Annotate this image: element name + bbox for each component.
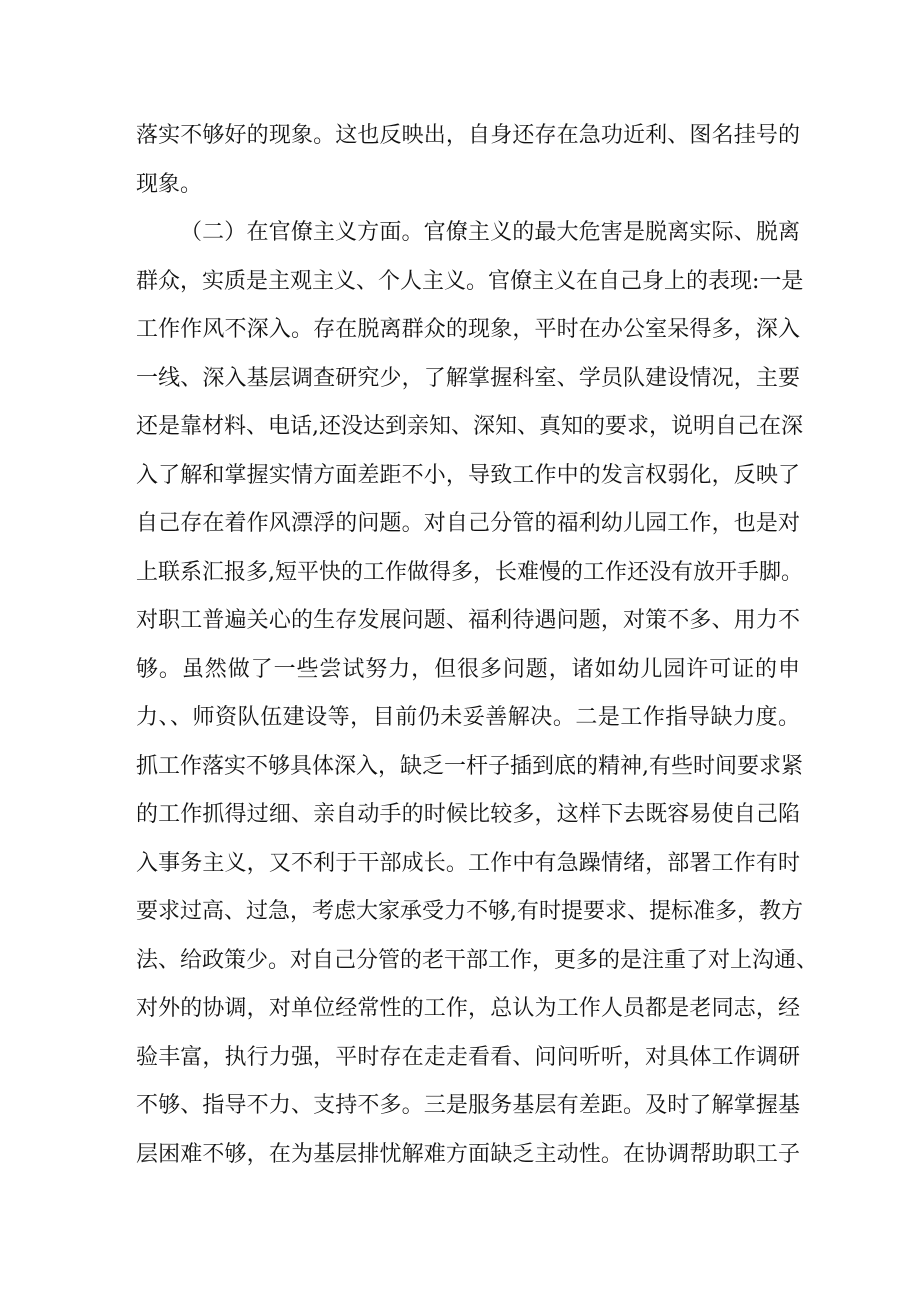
text-line: 层困难不够，在为基层排忧解难方面缺乏主动性。在协调帮助职工子 (136, 1141, 800, 1167)
text-line: 不够、指导不力、支持不多。三是服务基层有差距。及时了解掌握基 (136, 1093, 800, 1118)
text-line: 够。虽然做了一些尝试努力，但很多问题，诸如幼儿园许可证的申 (136, 656, 800, 682)
text-line: 入事务主义，又不利于干部成长。工作中有急躁情绪，部署工作有时 (136, 850, 800, 876)
text-line: 的工作抓得过细、亲自动手的时候比较多，这样下去既容易使自己陷 (136, 802, 800, 827)
text-line: 对外的协调，对单位经常性的工作，总认为工作人员都是老同志，经 (136, 996, 800, 1021)
text-line: 群众，实质是主观主义、个人主义。官僚主义在自己身上的表现:一是 (136, 268, 804, 294)
body-text (136, 112, 819, 1179)
text-line: 抓工作落实不够具体深入，缺乏一杆子插到底的精神,有些时间要求紧 (136, 753, 803, 779)
text-line: 入了解和掌握实情方面差距不小，导致工作中的发言权弱化，反映了 (136, 462, 800, 488)
text-line: 一线、深入基层调查研究少，了解掌握科室、学员队建设情况，主要 (136, 365, 800, 391)
text-line: 对职工普遍关心的生存发展问题、福利待遇问题，对策不多、用力不 (136, 608, 800, 633)
section-heading-line: （二）在官僚主义方面。官僚主义的最大危害是脱离实际、脱离 (180, 220, 800, 245)
text-line: 工作作风不深入。存在脱离群众的现象，平时在办公室呆得多，深入 (136, 317, 800, 342)
text-line: 落实不够好的现象。这也反映出，自身还存在急功近利、图名挂号的 (136, 123, 800, 148)
text-line: 还是靠材料、电话,还没达到亲知、深知、真知的要求，说明自己在深 (136, 414, 803, 439)
text-line: 力、、师资队伍建设等，目前仍未妥善解决。二是工作指导缺力度。 (136, 705, 800, 730)
text-line: 法、给政策少。对自己分管的老干部工作，更多的是注重了对上沟通、 (136, 947, 819, 973)
text-line: 上联系汇报多,短平快的工作做得多，长难慢的工作还没有放开手脚。 (136, 559, 803, 585)
text-line: 要求过高、过急，考虑大家承受力不够,有时提要求、提标准多，教方 (136, 899, 803, 924)
text-line: 现象。 (136, 171, 203, 197)
text-line: 验丰富，执行力强，平时存在走走看看、问问听听，对具体工作调研 (136, 1044, 800, 1070)
text-line: 自己存在着作风漂浮的问题。对自己分管的福利幼儿园工作，也是对 (136, 511, 800, 536)
